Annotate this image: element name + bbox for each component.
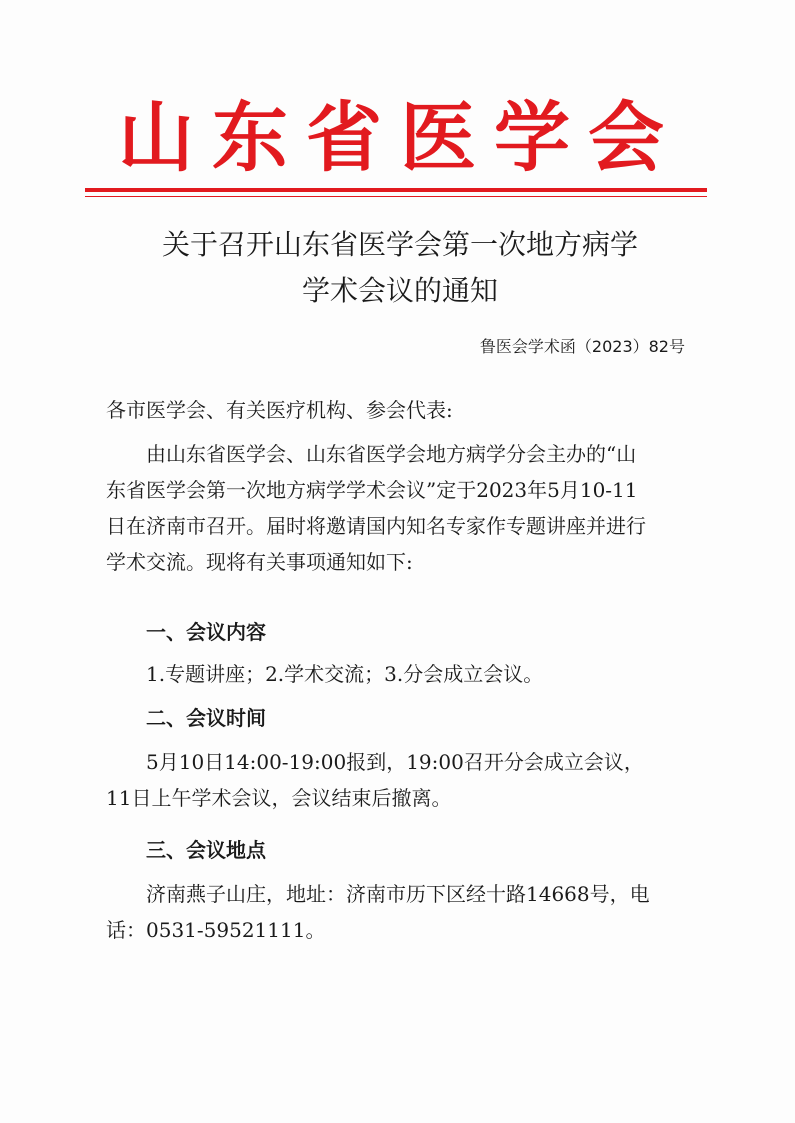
salutation: 各市医学会、有关医疗机构、参会代表: xyxy=(106,398,453,422)
masthead-red-rule xyxy=(85,188,707,192)
section-body-content xyxy=(106,656,690,692)
section-heading-content: 一、会议内容 xyxy=(146,620,266,644)
section-line: 话：0531-59521111。 xyxy=(106,918,326,942)
intro-paragraph xyxy=(106,436,690,580)
section-line: 11日上午学术会议，会议结束后撤离。 xyxy=(106,786,452,810)
section-line: 1.专题讲座；2.学术交流；3.分会成立会议。 xyxy=(146,662,544,686)
title-line-1: 关于召开山东省医学会第一次地方病学 xyxy=(161,228,638,261)
section-line: 济南燕子山庄，地址：济南市历下区经十路14668号，电 xyxy=(146,882,650,906)
document-title xyxy=(90,222,710,314)
section-heading-venue: 三、会议地点 xyxy=(146,838,266,862)
masthead-red-rule-thin xyxy=(85,196,707,197)
document-number: 鲁医会学术函（2023）82号 xyxy=(479,337,685,356)
intro-line: 由山东省医学会、山东省医学会地方病学分会主办的“山 xyxy=(146,442,637,466)
section-heading-time: 二、会议时间 xyxy=(146,706,266,730)
section-body-venue xyxy=(106,876,690,948)
organization-masthead: 山东省医学会 xyxy=(118,93,682,182)
intro-line: 日在济南市召开。届时将邀请国内知名专家作专题讲座并进行 xyxy=(106,514,646,538)
intro-line: 学术交流。现将有关事项通知如下: xyxy=(106,550,413,574)
section-body-time xyxy=(106,744,690,816)
title-line-2: 学术会议的通知 xyxy=(301,274,498,307)
intro-line: 东省医学会第一次地方病学学术会议”定于2023年5月10-11 xyxy=(106,478,638,502)
section-line: 5月10日14:00-19:00报到，19:00召开分会成立会议， xyxy=(146,750,644,774)
